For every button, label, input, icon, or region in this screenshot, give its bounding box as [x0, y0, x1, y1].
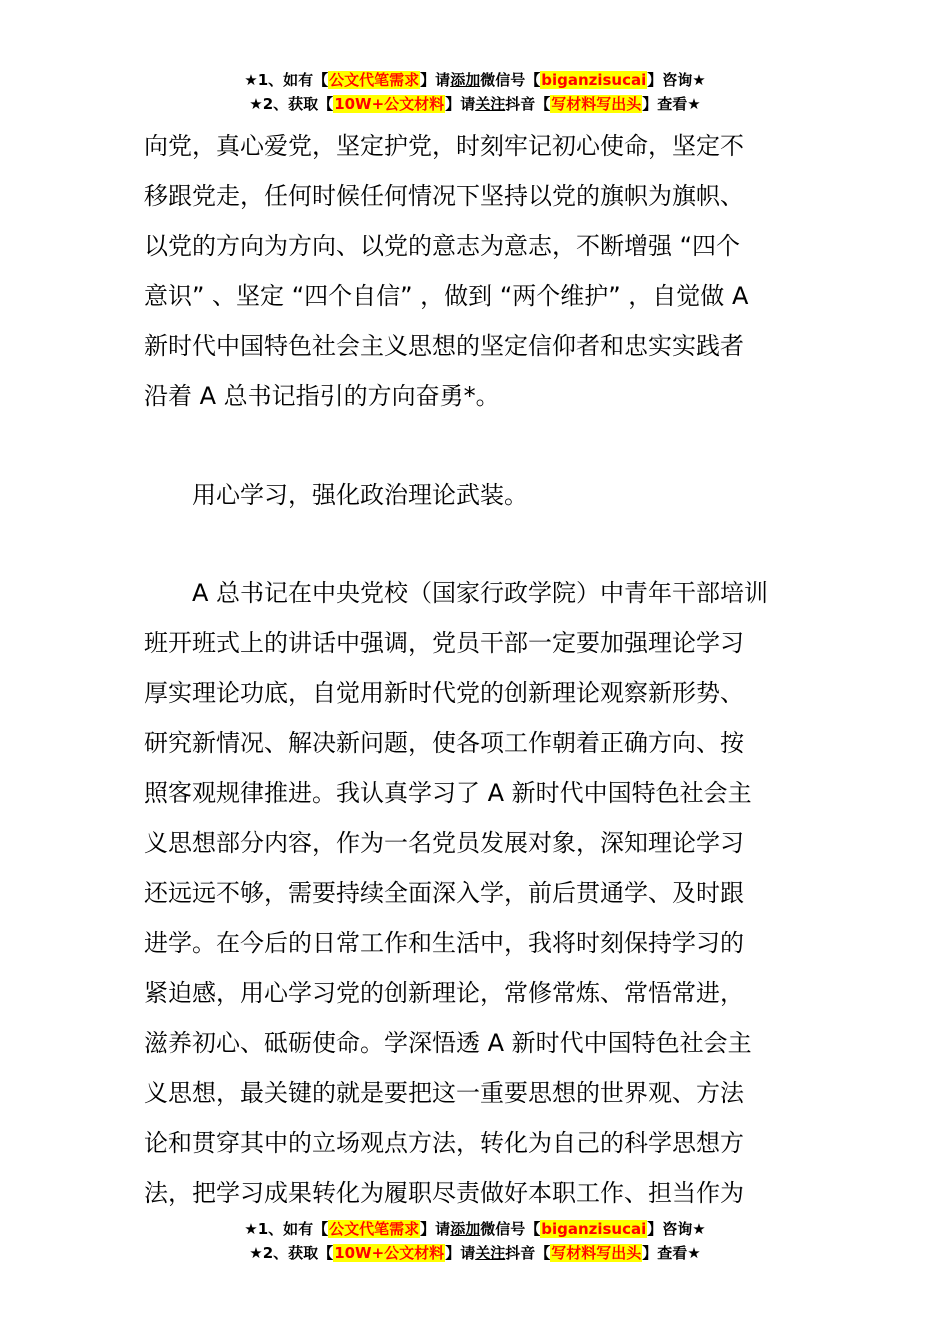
underlined-text: 关注 — [475, 95, 506, 113]
text-line: 班开班式上的讲话中强调，党员干部一定要加强理论学习 — [144, 629, 744, 657]
banner-line-2 — [0, 92, 950, 116]
text-line: 义思想部分内容，作为一名党员发展对象，深知理论学习 — [144, 829, 744, 857]
text-line: 还远远不够，需要持续全面深入学，前后贯通学、及时跟 — [144, 879, 744, 907]
text-line: 进学。在今后的日常工作和生活中，我将时刻保持学习的 — [144, 929, 744, 957]
banner-text: 】查看★ — [642, 95, 701, 113]
banner-text: ★2、获取【 — [249, 95, 334, 113]
underlined-text: 添加 — [450, 1220, 481, 1238]
header-banner — [0, 68, 950, 116]
section-heading — [144, 470, 808, 520]
banner-text: 】查看★ — [642, 1244, 701, 1262]
banner-line-1 — [0, 68, 950, 92]
banner-text: 】咨询★ — [647, 71, 706, 89]
highlight-douyin: 写材料写出头 — [551, 1244, 642, 1262]
banner-text: 抖音【 — [505, 95, 551, 113]
text-line: 厚实理论功底，自觉用新时代党的创新理论观察新形势、 — [144, 679, 744, 707]
banner-text: ★1、如有【 — [244, 1220, 329, 1238]
text-line: 论和贯穿其中的立场观点方法，转化为自己的科学思想方 — [144, 1129, 744, 1157]
banner-line-2 — [0, 1241, 950, 1265]
footer-banner — [0, 1217, 950, 1265]
paragraph-2 — [144, 568, 808, 1218]
banner-text: 】请 — [445, 95, 476, 113]
highlight-materials: 10W+公文材料 — [334, 95, 445, 113]
text-line: A 总书记在中央党校（国家行政学院）中青年干部培训 — [192, 579, 769, 607]
banner-text: 抖音【 — [505, 1244, 551, 1262]
text-line: 意识” 、坚定 “四个自信” ，做到 “两个维护” ，自觉做 A — [144, 282, 749, 310]
highlight-wechat-id: biganzisucai — [541, 71, 647, 89]
banner-line-1 — [0, 1217, 950, 1241]
banner-text: 】请 — [420, 71, 451, 89]
text-line: 紧迫感，用心学习党的创新理论，常修常炼、常悟常进， — [144, 979, 744, 1007]
text-line: 向党，真心爱党，坚定护党，时刻牢记初心使命，坚定不 — [144, 132, 744, 160]
underlined-text: 添加 — [450, 71, 481, 89]
banner-text: 】咨询★ — [647, 1220, 706, 1238]
text-line: 滋养初心、砥砺使命。学深悟透 A 新时代中国特色社会主 — [144, 1029, 752, 1057]
underlined-text: 关注 — [475, 1244, 506, 1262]
text-line: 法，把学习成果转化为履职尽责做好本职工作、担当作为 — [144, 1179, 744, 1207]
text-line: 照客观规律推进。我认真学习了 A 新时代中国特色社会主 — [144, 779, 752, 807]
banner-text: 】请 — [420, 1220, 451, 1238]
paragraph-1 — [144, 121, 808, 421]
highlight-douyin: 写材料写出头 — [551, 95, 642, 113]
text-line: 新时代中国特色社会主义思想的坚定信仰者和忠实实践者 — [144, 332, 744, 360]
text-line: 义思想，最关键的就是要把这一重要思想的世界观、方法 — [144, 1079, 744, 1107]
banner-text: 微信号【 — [480, 1220, 541, 1238]
highlight-materials: 10W+公文材料 — [334, 1244, 445, 1262]
text-line: 以党的方向为方向、以党的意志为意志，不断增强 “四个 — [144, 232, 741, 260]
banner-text: 微信号【 — [480, 71, 541, 89]
highlight-wechat-id: biganzisucai — [541, 1220, 647, 1238]
text-line: 研究新情况、解决新问题，使各项工作朝着正确方向、按 — [144, 729, 744, 757]
banner-text: ★2、获取【 — [249, 1244, 334, 1262]
highlight-service: 公文代笔需求 — [329, 1220, 420, 1238]
text-line: 移跟党走，任何时候任何情况下坚持以党的旗帜为旗帜、 — [144, 182, 744, 210]
highlight-service: 公文代笔需求 — [329, 71, 420, 89]
heading-text: 用心学习，强化政治理论武装。 — [192, 481, 528, 509]
text-line: 沿着 A 总书记指引的方向奋勇*。 — [144, 382, 500, 410]
banner-text: 】请 — [445, 1244, 476, 1262]
banner-text: ★1、如有【 — [244, 71, 329, 89]
